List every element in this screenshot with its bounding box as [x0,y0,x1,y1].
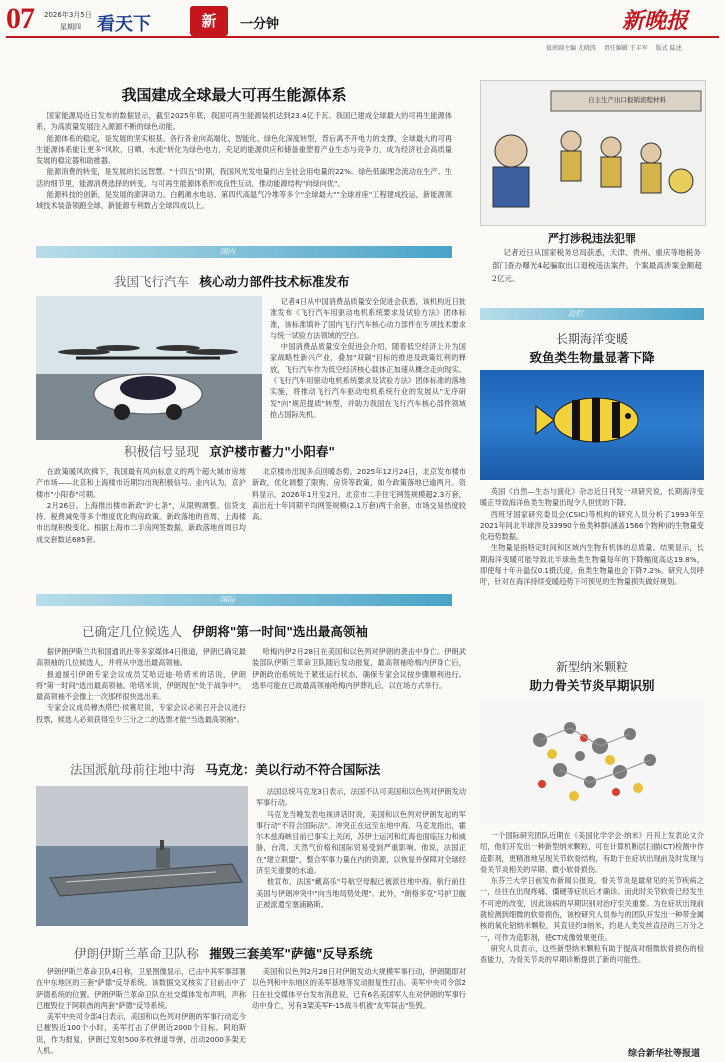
iran-paragraph: 专家会议成员穆杰塔巴·侯赛尼说，专家会议必须召开会议进行投票，候选人必须获得至少三分之二的选票才能"当选最高领袖"。 [36,703,246,724]
section-tag-domestic: 国内 [220,247,235,256]
lead-paragraph: 能源科技的创新，是发展的澎湃动力。白鹤滩水电站、第四代高温气冷堆等多个"全球最大""全球首座"工程建成投运，新能源领域技术装备领跑全球，新能源专利数占全球四成以上。 [36,190,452,211]
iran-body-right [252,646,466,750]
flying-car-image [36,296,262,440]
france-paragraph: 法国总统马克龙3日表示，法国不认可美国和以色列对伊朗发动军事行动。 [256,787,466,808]
nano-title-line2: 助力骨关节炎早期识别 [529,678,655,693]
property-body-left [36,466,246,578]
france-headline [70,760,380,778]
cartoon-sign: 自主生产出口报销流程材料 [588,96,666,104]
property-paragraph: 北京楼市出现多点回暖态势。2025年12月24日，北京发布楼市新政，优化调整了限购、房贷等政策，如今政策落地已逾两月。资料显示，2026年1月至2月，北京市二手住宅网签规模超2.3万套，高出近十年同期平均网签规模(2.1万套)两千余套，市场交易热度较高。 [252,467,466,522]
section-tag-frontier: 边栏 [568,309,583,318]
column-name: 一分钟 [240,17,280,32]
nano-title-line1: 新型纳米颗粒 [555,660,628,674]
aircraft-carrier-image [36,786,248,926]
lead-paragraph: 国家能源局近日发布的数据显示，截至2025年底，我国可再生能源装机达到23.4亿千瓦。我国已建成全球最大的可再生能源体系，为高质量发展注入源源不断的绿色动能。 [36,111,452,132]
property-headline [124,442,335,460]
aircraft-carrier-photo [36,786,248,926]
section-title: 看天下 [97,14,151,35]
lead-paragraph: 能源消费的转变，是发展的长远智慧。"十四五"时期，我国风光发电量约占全社会用电量的22%。绿色低碳理念流动在生产、生活的细节里，能源消费选择的转变，与可再生能源体系形成良性互动，推动能源结构"向绿向优"。 [36,167,452,188]
property-body-right [252,466,466,578]
france-title-main: 马克龙：美以行动不符合国际法 [205,762,381,777]
nanoparticle-image [480,700,704,824]
iran-title-lead: 已确定几位候选人 [82,624,183,639]
iran-paragraph: 报道援引伊朗专家会议成员艾哈迈迪·哈塔米的话说，伊朗将"第一时间"选出最高领袖。哈塔米说，伊朗现在"处于战争中"，最高领袖不会像上一次那样很快选出来。 [36,669,246,702]
section-tag-international: 国际 [220,595,235,604]
irgc-paragraph: 伊朗伊斯兰革命卫队4日称，卫星图像显示，已击中其军事部署在中东地区的三套"萨德"反导系统。该数据交叉核实了目前击中了萨德系统的位置。伊朗伊斯兰革命卫队在社交媒体发布声明，声称已摧毁位于阿联酋的两套"萨德"反导系统。 [36,967,246,1010]
iran-paragraph: 哈梅内伊2月28日在美国和以色列对伊朗的袭击中身亡。伊朗武装部队伊斯兰革命卫队随后发动报复，最高领袖哈梅内伊身亡后，伊朗政治系统处于紧张运行状态，确保专家会议按步骤顺利进行。选举可能在已故最高领袖哈梅内伊葬礼后，以在场方式举行。 [252,647,466,690]
property-title-lead: 积极信号显现 [124,444,200,459]
irgc-body-right [252,966,466,1056]
editor-credit: 值班副主编 尤晓涛 [546,45,596,52]
ocean-paragraph: 生物量是指特定时间和区域内生物有机体的总质量。结果显示，长期海洋变暖可能导致北半球鱼类生物量每年的下降幅度高达19.8%，即使每十年升温仅0.1摄氏度，鱼类生物量也会下降7.2%。研究人员呼吁，针对在海洋持续变暖趋势下可预见的生物量损失做好规划。 [480,543,704,587]
irgc-paragraph: 美军中央司令部4日表示，美国和以色列对伊朗的军事行动迄今已摧毁近100个小时，美军打击了伊朗近2000个目标。阿珀斯说，作为报复，伊朗已发射500多枚弹道导弹，出动2000多架无人机。 [36,1012,246,1056]
property-title-main: 京沪楼市蓄力"小阳春" [209,444,335,459]
irgc-title-main: 摧毁三套美军"萨德"反导系统 [209,946,373,961]
flying-car-title-lead: 我国飞行汽车 [114,274,190,289]
irgc-paragraph: 美国和以色列2月28日对伊朗发动大规模军事行动，伊朗随即对以色列和中东地区的美军基地等发动报复性打击。美军中央司令部2日在社交媒体平台发布消息说，已有6名美国军人在对伊朗的军事行动中身亡，另有3架美军F-15战斗机被"友军误击"坠毁。 [252,967,466,1010]
ocean-paragraph: 西班牙国家研究委员会(CSIC)等机构的研究人员分析了1993年至2021年间北半球涉及33990个鱼类种群(涵盖1566个物种)的生物量变化趋势数据。 [480,509,704,542]
france-paragraph: 他宣布，法国"戴高乐"号航空母舰已被派往地中海，航行前往美国与伊朗冲突中"向当地局势处理"。此外，"朗格多克"号护卫舰正被派遣至塞浦路斯。 [256,877,466,909]
nano-paragraph: 一个国际研究团队近期在《美国化学学会·纳米》月刊上发表论文介绍，他们开发出一种新型纳米颗粒，可在计算机断层扫描(CT)检测中作造影剂，更精准地呈现关节软骨结构，有助于在症状出现前及时发现与骨关节炎相关的早期、微小软骨损伤。 [480,831,704,874]
ocean-paragraph: 英国《自然—生态与演化》杂志近日刊发一项研究说，长期海洋变暖正导致海洋鱼类生物量出现令人担忧的下降。 [480,487,704,508]
flying-car-paragraph: 记者4日从中国消费品质量安全促进会获悉，该机构近日批准发布《飞行汽车用驱动电机系统要求及试验方法》团体标准，该标准填补了国内飞行汽车核心动力部件在专项技术要求与统一试验方法领域的空白。 [270,297,466,340]
editor-credits [540,43,682,52]
editor-credit: 责任编辑 王丰军 [603,45,648,52]
property-paragraph: 2月26日，上海推出楼市新政"沪七条"，从限购调整、信贷支持、税费减免等多个维度优化购房政策。新政落地的首周，上海楼市出现积极变化。根据上海市二手房网签数据，新政落地首周日均成交套数达685套。 [36,500,246,544]
flying-car-body [270,296,466,446]
iran-body-left [36,646,246,750]
editor-credit: 版式 陆述 [655,45,682,52]
nano-paragraph: 东芬兰大学日前发布新闻公报说，骨关节炎是最常见的关节疾病之一，往往在出现疼痛、僵硬等症状后才确诊。而此时关节软骨已经发生不可逆的改变，因此该病的早期识别对治疗至关重要。为在症状出现前就检测到细微的软骨损伤，该校研究人员参与的团队开发出一种带金属核的氧化铝纳米颗粒，其直径约3纳米，约是人类发丝直径的三万分之一，可作为造影剂，使CT成像效果更佳。 [480,876,704,942]
fish-photo [480,370,704,480]
ocean-title-line1: 长期海洋变暖 [555,332,628,346]
iran-headline [82,622,368,640]
nano-body [480,830,704,1040]
fish-image [480,370,704,480]
iran-title-main: 伊朗将"第一时间"选出最高领袖 [192,624,368,639]
property-paragraph: 在政策暖风吹拂下，我国最有风向标意义的两个超大城市房地产市场——北京和上海楼市近期均出现积极信号。业内认为，京沪楼市"小阳春"可期。 [36,467,246,499]
france-title-lead: 法国派航母前往地中海 [70,762,196,777]
flying-car-paragraph: 中国消费品质量安全促进会介绍，随着低空经济上升为国家战略性新兴产业，叠加"双碳"目标的推进及政策红利的释放，飞行汽车作为低空经济核心载体正加速从概念走向现实。《飞行汽车用驱动电机系统要求及试验方法》团体标准的落地实施，将推动飞行汽车驱动电机系统行业的发展从"无序研发"向"规范提质"转型，并助力我国在飞行汽车核心部件领域抢占国际先机。 [270,342,466,419]
tax-crime-cartoon [480,80,706,226]
irgc-title-lead: 伊朗伊斯兰革命卫队称 [74,946,200,961]
france-body [256,786,466,932]
source-note: 综合新华社等报道 [628,1049,701,1059]
irgc-body-left [36,966,246,1056]
cartoon-caption: 记者近日从国家税务总局获悉，天津、贵州、重庆等地税务部门查办曝光4起骗取出口退税违法案件，个案最高涉案金额超2亿元。 [492,248,702,283]
lead-body [36,110,452,230]
flying-car-headline [114,272,349,290]
ocean-title-line2: 致鱼类生物量显著下降 [529,350,655,365]
flying-car-title-main: 核心动力部件技术标准发布 [199,274,350,289]
flying-car-photo [36,296,262,440]
nanoparticle-photo [480,700,704,824]
cartoon-title: 严打涉税违法犯罪 [548,232,636,245]
nano-paragraph: 研究人员表示，这些新型纳米颗粒有助于提高对细微软骨损伤的检查能力，为骨关节炎的早期诊断提供了新的可能性。 [480,943,704,965]
lead-paragraph: 能源体系的稳定，是发展的坚实根基。各行各业向高端化、智能化、绿色化深度转型，背后离不开电力的支撑，全球最大的可再生能源体系能让更多"风吹、日晒、水流"转化为绿色电力，充足的能源供应和储备重塑着产业生态与竞争力，成为经济社会高质量发展的稳定器和助推器。 [36,133,452,166]
header-rule [6,36,719,38]
lead-headline: 我国建成全球最大可再生能源体系 [121,86,347,104]
issue-date: 2026年3月5日 [44,11,92,19]
issue-weekday: 星期四 [60,23,81,31]
ocean-body [480,486,704,646]
newspaper-brand: 新晚报 [622,8,689,34]
page-number: 07 [6,2,34,35]
iran-paragraph: 据伊朗伊斯兰共和国通讯社等多家媒体4日报道，伊朗已确定最高领袖的几位候选人，并将从中选出最高领袖。 [36,647,246,668]
irgc-headline [74,944,372,962]
france-paragraph: 马克龙当晚发表电视讲话时说，美国和以色列对伊朗发起的军事行动"不符合国际法"。冲突正在远至东地中海、马克龙指出，霍尔木兹海峡目前已事实上关闭，苏伊士运河和红海也面临压力和威胁，台湾、天然气价格和国际贸易受到严重影响。他说，法国正在"建立联盟"，整合军事力量在内的资源，以恢复并保障对全球经济至关重要的水道。 [256,809,466,876]
column-logo: 新 [190,6,228,36]
